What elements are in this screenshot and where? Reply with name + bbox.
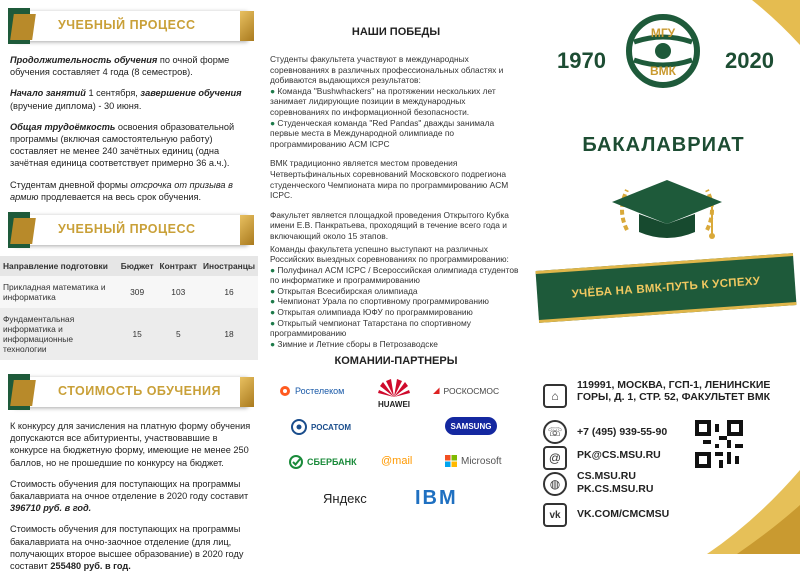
col-budget: Бюджет (118, 256, 157, 276)
bachelor-title: БАКАЛАВРИАТ (582, 134, 745, 156)
logo-text: IBM (415, 487, 458, 510)
globe-icon: ◍ (543, 472, 567, 496)
logo-text: Ростелеком (295, 386, 345, 397)
logo-text: Microsoft (461, 455, 502, 467)
logo-text: @mail (381, 455, 413, 468)
dates-paragraph (10, 87, 255, 111)
graduation-cap-icon (597, 170, 737, 270)
phone-text[interactable]: +7 (495) 939-55-90 (577, 426, 668, 438)
table-header-row (0, 256, 258, 276)
slogan-text: УЧЁБА НА ВМК-ПУТЬ К УСПЕХУ (571, 275, 761, 301)
phone-icon: ☏ (543, 420, 567, 444)
list-item-text: Чемпионат Урала по спортивному программированию (277, 296, 489, 307)
list-item-text: Открытая Всесибирская олимпиада (277, 285, 418, 296)
list-item (270, 286, 522, 297)
cost-paragraph: К конкурсу для зачисления на платную форму обучения допускаются все абитуриенты, участвовавшие в конкурсе на бюджетную форму, имеющие не менее 250 баллов, но не прошедшие по конкурсу на бюджет. (10, 421, 251, 468)
cost-fulltime-text: Стоимость обучения для поступающих на программы бакалавриата на очное отделение в 2020 году составит (10, 478, 249, 502)
list-item (270, 265, 522, 286)
site-link-main[interactable]: CS.MSU.RU (577, 470, 636, 482)
vk-icon: vk (543, 503, 567, 527)
logo-text: SAMSUNG (450, 421, 492, 431)
start-text: 1 сентября, (85, 88, 141, 99)
section-title: УЧЕБНЫЙ ПРОЦЕСС (58, 18, 196, 32)
bullet-icon: ● (270, 317, 276, 328)
duration-paragraph (10, 54, 255, 78)
cell-foreign: 18 (200, 308, 258, 360)
year-end: 2020 (725, 48, 774, 73)
logo-text: HUAWEI (378, 400, 410, 410)
bullet-icon: ● (270, 264, 276, 275)
header-ribbon-study-2 (8, 212, 248, 248)
victories-para: ВМК традиционно является местом проведения Четвертьфинальных соревнований Московского подрегиона студенческого Чемпионата мира по программированию ACM ICPC. (270, 158, 509, 201)
list-item (270, 339, 522, 350)
win-item: Команда "Bushwhackers" на протяжении нескольких лет занимает лидирующие позиции в международных соревнованиях по информационной безопасности. (270, 85, 496, 117)
mail-logo (381, 455, 412, 467)
victories-text (265, 54, 527, 349)
deferment-paragraph (10, 179, 255, 203)
victories-para: Команды факультета успешно выступают на различных Российских выездных соревнованиях по программированию: (270, 243, 509, 265)
logo-text: РОСАТОМ (311, 422, 351, 432)
email-icon: @ (543, 446, 567, 470)
cost-fulltime-value: 396710 руб. в год. (10, 503, 92, 514)
victories-title: НАШИ ПОБЕДЫ (351, 26, 441, 38)
logo-text: РОСКОСМОС (443, 385, 500, 396)
address-text: 119991, МОСКВА, ГСП-1, ЛЕНИНСКИЕ ГОРЫ, Д. 1, СТР. 52, ФАКУЛЬТЕТ ВМК (577, 379, 771, 403)
list-item-text: Открытая олимпиада ЮФУ по программированию (277, 307, 473, 318)
yandex-logo (323, 491, 367, 506)
logo-top-text: МГУ (650, 26, 676, 40)
victories-para: Факультет является площадкой проведения Открытого Кубка имени Е.В. Панкратьева, проходящий в течение всего года и включающий около 15 этапов. (270, 209, 509, 241)
table-row (0, 276, 258, 308)
win-item: Студенческая команда "Red Pandas" дважды занимала первые места в Международной олимпиаде по программированию ACM ICPC (270, 117, 495, 149)
cell-contract: 103 (157, 276, 200, 308)
rostelecom-logo (279, 385, 344, 397)
vk-link[interactable]: VK.COM/CMCMSU (577, 508, 670, 520)
list-item-text: Открытый чемпионат Татарстана по спортивному программированию (270, 317, 471, 339)
ibm-logo (415, 487, 458, 510)
huawei-logo (377, 377, 411, 409)
cell-direction: Прикладная математика и информатика (0, 276, 118, 308)
list-item (270, 318, 522, 339)
col-contract: Контракт (157, 256, 200, 276)
bullet-icon: ● (270, 285, 276, 296)
bullet-icon: ● (270, 117, 276, 128)
rostelecom-icon (279, 385, 291, 397)
workload-text: освоения образовательной программы (включая самостоятельную работу) составляет не менее 240 зачётных единиц (одна зачётная единица соответствует примерно 36 а.ч.). (10, 121, 235, 169)
study-text (0, 54, 265, 203)
right-panel (527, 0, 800, 554)
qr-code-icon (695, 420, 743, 468)
roscosmos-logo (433, 385, 499, 396)
rosatom-icon (291, 419, 307, 435)
sberbank-icon (289, 455, 303, 469)
cell-contract: 5 (157, 308, 200, 360)
col-direction: Направление подготовки (0, 256, 118, 276)
list-item-text: Полуфинал ACM ICPC / Всероссийская олимпиада студентов по информатике и программированию (270, 264, 519, 286)
bullet-icon: ● (270, 338, 276, 349)
microsoft-logo (445, 455, 502, 467)
home-icon: ⌂ (543, 384, 567, 408)
cell-foreign: 16 (200, 276, 258, 308)
partners-title: КОМАНИИ-ПАРТНЕРЫ (334, 355, 458, 368)
col-foreign: Иностранцы (200, 256, 258, 276)
partners-logos (265, 367, 527, 510)
email-link[interactable]: PK@CS.MSU.RU (577, 449, 661, 461)
cost-parttime-value: 255480 руб. в год. (50, 561, 131, 572)
cost-text (0, 420, 265, 572)
victories-intro (270, 54, 522, 149)
logo-text: СБЕРБАНК (307, 457, 357, 468)
huawei-icon (377, 377, 411, 399)
microsoft-icon (445, 455, 457, 467)
end-label: завершение обучения (140, 88, 242, 99)
deferment-italic: отсрочка от призыва в армию (10, 179, 233, 202)
duration-text: по очной форме обучения составляет 4 года (8 семестров). (10, 55, 230, 78)
workload-paragraph (10, 121, 255, 170)
list-item-text: Зимние и Летние сборы в Петрозаводске (277, 338, 438, 349)
site-link-admission[interactable]: PK.CS.MSU.RU (577, 483, 654, 495)
admission-table (0, 256, 258, 360)
bullet-icon: ● (270, 85, 276, 96)
logo-text: Яндекс (323, 491, 367, 507)
section-title: УЧЕБНЫЙ ПРОЦЕСС (58, 222, 196, 237)
roscosmos-icon: ◢ (433, 385, 440, 396)
samsung-logo (445, 417, 497, 435)
intro-text: Студенты факультета участвуют в международных соревнованиях в различных профессиональных областях и добиваются выдающихся результатов: (270, 54, 504, 86)
table-row (0, 308, 258, 360)
deferment-rest: продлевается на весь срок обучения. (38, 191, 202, 202)
middle-panel (265, 0, 527, 554)
left-panel (0, 0, 265, 572)
end-text: (вручение диплома) - 30 июня. (10, 100, 142, 111)
duration-label: Продолжительность обучения (10, 55, 158, 65)
cell-direction: Фундаментальная информатика и информационные технологии (0, 308, 118, 360)
cost-parttime-text: Стоимость обучения для поступающих на программы бакалавриата на очно-заочное отделение (для лиц, получающих второе высшее образование) в 2020 году составит (10, 524, 244, 572)
section-title: СТОИМОСТЬ ОБУЧЕНИЯ (58, 384, 221, 399)
deferment-start: Студентам дневной формы (10, 179, 131, 190)
workload-label: Общая трудоёмкость (10, 121, 116, 132)
list-item (270, 296, 522, 307)
cell-budget: 309 (118, 276, 157, 308)
list-item (270, 307, 522, 318)
year-start: 1970 (557, 48, 606, 73)
sberbank-logo (289, 455, 357, 469)
logo-bottom-text: ВМК (650, 64, 676, 78)
bullet-icon: ● (270, 307, 276, 318)
header-ribbon-cost (8, 374, 248, 410)
competitions-list (270, 265, 522, 350)
cost-parttime (10, 523, 255, 572)
rosatom-logo (291, 419, 351, 435)
logo-emblem-icon (624, 12, 702, 90)
cost-fulltime (10, 478, 255, 515)
start-label: Начало занятий (10, 88, 86, 99)
msu-vmk-logo (624, 12, 702, 90)
cell-budget: 15 (118, 308, 157, 360)
bullet-icon: ● (270, 296, 276, 307)
header-ribbon-study (8, 8, 248, 44)
